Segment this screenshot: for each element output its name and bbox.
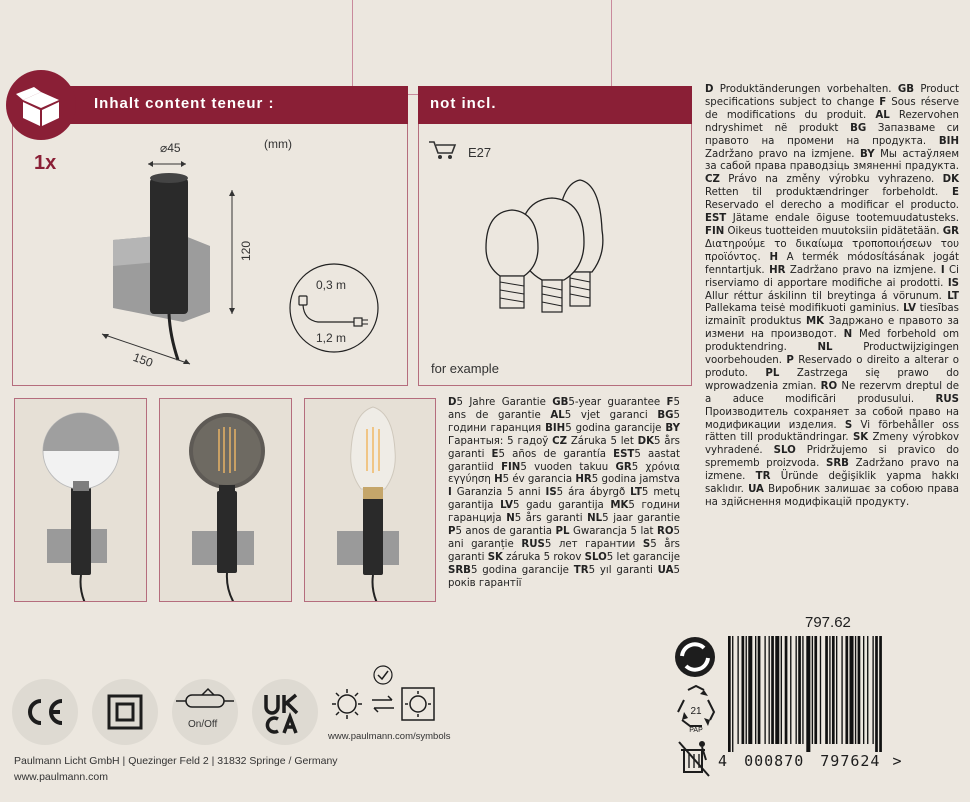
- legal-sentence: Retten til produktændringer forbeholdt.: [705, 187, 953, 199]
- legal-sentence: záruka 5 rokov: [502, 551, 585, 563]
- barcode-bar: [855, 636, 856, 744]
- country-code: I: [448, 487, 452, 499]
- country-code: PL: [555, 526, 570, 538]
- country-code: TR: [573, 564, 589, 576]
- legal-sentence: Zadržano pravo na izmjene.: [785, 264, 941, 276]
- article-number: 797.62: [805, 614, 851, 631]
- country-code: RO: [820, 380, 838, 392]
- legal-sentence: 5 vjet garanci: [564, 409, 658, 421]
- country-code: BG: [657, 409, 674, 421]
- country-code: SK: [852, 432, 869, 444]
- contents-label: Inhalt content teneur :: [94, 95, 275, 112]
- legal-sentence: 5 anos de garantia: [455, 526, 556, 538]
- country-code: EST: [705, 213, 727, 225]
- not-included-header: [418, 86, 692, 124]
- legal-sentence: Allur réttur áskilinn til breytinga á vörunum.: [705, 290, 948, 302]
- legal-sentence: Виробник залишає за собою права на здійснення модифікацій продукту.: [705, 484, 959, 508]
- legal-sentence: Pridržujemo si pravico do sprememb proizvoda.: [705, 445, 959, 470]
- cable-short-label: 0,3 m: [316, 278, 347, 292]
- barcode-bar: [845, 636, 848, 744]
- country-code: N: [843, 329, 853, 341]
- symbols-url: www.paulmann.com/symbols: [328, 731, 451, 742]
- country-code: GB: [552, 397, 569, 408]
- legal-sentence: Zadržano pravo na izmene.: [705, 458, 959, 483]
- legal-sentence: Мы астаўляем за сабой права праводзіць змяненні прадукта.: [705, 148, 959, 173]
- country-code: RUS: [521, 538, 545, 550]
- country-code: AL: [875, 109, 890, 121]
- barcode-bar: [850, 636, 854, 744]
- country-code: IS: [947, 277, 959, 289]
- for-example-caption: for example: [431, 361, 499, 376]
- double-insulation-icon: [92, 679, 158, 745]
- socket-label: E27: [468, 145, 492, 160]
- barcode-bar: [758, 636, 761, 744]
- country-code: SLO: [584, 551, 607, 563]
- legal-sentence: 5 лет гарантии: [544, 538, 643, 550]
- barcode: [728, 636, 960, 752]
- barcode-digits-right: 797624: [820, 752, 881, 770]
- barcode-bar: [806, 636, 810, 752]
- country-code: N: [506, 513, 515, 525]
- light-exchange-symbol: [330, 662, 440, 730]
- bulbs-illustration: [480, 172, 620, 322]
- barcode-bar: [802, 636, 803, 744]
- legal-sentence: 5 ans de garantie: [448, 397, 680, 421]
- country-code: LT: [947, 290, 959, 302]
- country-code: UA: [748, 484, 764, 496]
- country-code: UA: [657, 564, 674, 576]
- country-code: P: [448, 526, 456, 538]
- legal-sentence: A termék módosításának jogát fenntartjuk.: [705, 251, 960, 276]
- barcode-bar: [825, 636, 828, 744]
- country-code: F: [879, 96, 887, 108]
- country-code: RUS: [935, 393, 959, 405]
- country-code: SRB: [826, 458, 849, 470]
- warranty-notice: [448, 397, 680, 591]
- barcode-bar: [790, 636, 791, 744]
- legal-sentence: 5 gadu garantija: [513, 500, 611, 512]
- country-code: RO: [657, 526, 674, 538]
- legal-sentence: Gwarancja 5 lat: [569, 526, 657, 538]
- country-code: DK: [637, 435, 654, 447]
- height-label: 120: [239, 240, 254, 262]
- legal-sentence: 5 godina garancije: [470, 564, 574, 576]
- country-code: FIN: [705, 225, 725, 237]
- legal-sentence: Med forbehold om produktendring.: [705, 329, 959, 354]
- barcode-bar: [872, 636, 873, 744]
- country-code: BIH: [938, 135, 959, 147]
- legal-sentence: 5 χρόνια εγγύηση: [448, 461, 680, 486]
- barcode-bar: [732, 636, 733, 752]
- barcode-bar: [771, 636, 774, 744]
- country-code: LV: [500, 500, 514, 512]
- legal-sentence: 5 jaar garantie: [602, 513, 681, 525]
- legal-sentence: Záruka 5 let: [567, 435, 638, 447]
- barcode-bar: [728, 636, 731, 752]
- country-code: AL: [550, 409, 565, 421]
- barcode-digits-left: 000870: [744, 752, 805, 770]
- barcode-bar: [742, 636, 745, 744]
- recycling-icon: [674, 684, 718, 732]
- switch-label: On/Off: [188, 719, 218, 730]
- legal-sentence: 5 yıl garanti: [588, 564, 658, 576]
- barcode-bar: [796, 636, 797, 744]
- legal-sentence: Garanzia 5 anni: [451, 487, 546, 499]
- legal-sentence: Jätame endale õiguse tootemuudatusteks.: [726, 213, 959, 225]
- legal-sentence: Sous réserve de modifications du produit.: [705, 96, 959, 121]
- country-code: DK: [942, 174, 959, 186]
- barcode-bar: [764, 636, 765, 744]
- barcode-bar: [746, 636, 747, 744]
- legal-sentence: Productwijzigingen voorbehouden.: [705, 342, 959, 367]
- cable-long-label: 1,2 m: [316, 331, 347, 345]
- country-code: P: [786, 355, 794, 367]
- product-photo-edison-bulb: [304, 398, 436, 602]
- legal-sentence: Ne rezervm dreptul de a aduce modificări produsului.: [705, 380, 959, 405]
- legal-sentence: Vi förbehåller oss rätten till produktändringar.: [705, 419, 960, 444]
- country-code: SRB: [448, 564, 471, 576]
- country-code: BY: [665, 422, 680, 434]
- legal-sentence: 5 års garanti: [514, 513, 588, 525]
- legal-sentence: 5 év garancia: [502, 474, 576, 486]
- country-code: D: [705, 84, 714, 95]
- green-dot-icon: [674, 636, 716, 678]
- legal-sentence: 5 vuoden takuu: [520, 461, 616, 473]
- package-icon-circle: [6, 70, 76, 140]
- country-code: BG: [850, 122, 867, 134]
- country-code: E: [491, 448, 499, 460]
- switch-badge: [172, 679, 238, 745]
- ukca-mark-icon: [252, 679, 318, 745]
- country-code: TR: [755, 471, 771, 483]
- country-code: F: [666, 397, 674, 408]
- barcode-bar: [814, 636, 817, 744]
- legal-sentence: 5 години гаранција: [448, 500, 680, 525]
- country-code: S: [844, 419, 853, 431]
- barcode-quiet-zone: >: [892, 752, 903, 770]
- country-code: E: [952, 187, 959, 199]
- country-code: BIH: [545, 422, 566, 434]
- barcode-digits: [718, 752, 948, 770]
- legal-sentence: Гарантыя: 5 гадоў: [448, 435, 553, 447]
- country-code: PL: [765, 367, 780, 379]
- legal-sentence: 5 років гарантії: [448, 564, 680, 589]
- cart-icon: [428, 139, 458, 161]
- barcode-bar: [858, 636, 861, 744]
- country-code: H: [494, 474, 503, 486]
- barcode-bar: [785, 636, 788, 744]
- barcode-bar: [832, 636, 835, 744]
- product-change-notice: [705, 84, 959, 510]
- country-code: HR: [769, 264, 786, 276]
- barcode-bar: [769, 636, 770, 744]
- legal-sentence: Ci riserviamo di apportare modifiche ai prodotti.: [705, 264, 959, 289]
- company-address: Paulmann Licht GmbH | Quezinger Feld 2 | 31832 Springe / Germany: [14, 755, 338, 767]
- country-code: HR: [575, 474, 592, 486]
- country-code: NL: [587, 513, 603, 525]
- country-code: LV: [903, 303, 917, 315]
- legal-sentence: 5 aastat garantiid: [448, 448, 681, 473]
- lamp-drawing: [90, 150, 260, 380]
- barcode-bar: [875, 636, 878, 752]
- unit-label: (mm): [264, 137, 292, 151]
- barcode-bar: [755, 636, 756, 744]
- barcode-bar: [820, 636, 821, 744]
- legal-sentence: 5 години гаранция: [448, 409, 680, 434]
- legal-sentence: Производитель сохраняет за собой право на модификации изделия.: [705, 406, 959, 431]
- not-included-label: not incl.: [430, 95, 497, 112]
- country-code: GB: [897, 84, 914, 95]
- legal-sentence: 5 godina jamstva: [591, 474, 680, 486]
- barcode-bar: [775, 636, 779, 744]
- diameter-label: ⌀45: [160, 141, 181, 155]
- barcode-bar: [748, 636, 752, 744]
- country-code: GR: [615, 461, 632, 473]
- product-photo-mirror-bulb: [14, 398, 147, 602]
- ce-mark-icon: [12, 679, 78, 745]
- legal-sentence: 5 Jahre Garantie: [456, 397, 553, 408]
- barcode-bar: [798, 636, 801, 744]
- legal-sentence: 5 años de garantía: [498, 448, 614, 460]
- barcode-bar: [829, 636, 830, 744]
- barcode-bar: [867, 636, 868, 744]
- legal-sentence: 5 ára ábyrgð: [556, 487, 631, 499]
- country-code: BY: [860, 148, 875, 160]
- legal-sentence: Pallekama teisė modifikuoti gaminius.: [705, 303, 904, 315]
- barcode-bar: [737, 636, 738, 744]
- company-website: www.paulmann.com: [14, 771, 108, 783]
- country-code: MK: [806, 316, 825, 328]
- barcode-bar: [863, 636, 864, 744]
- quantity: 1x: [34, 152, 57, 174]
- legal-sentence: Задржано е правото за измени на производот.: [705, 316, 959, 341]
- country-code: LT: [630, 487, 642, 499]
- legal-sentence: Právo na změny výrobku vyhrazeno.: [719, 174, 943, 186]
- country-code: SK: [487, 551, 503, 563]
- package-icon: [6, 70, 76, 140]
- legal-sentence: 5 års garanti: [448, 435, 680, 460]
- country-code: SLO: [773, 445, 796, 457]
- country-code: CZ: [552, 435, 568, 447]
- product-photo-globe-bulb: [159, 398, 292, 602]
- barcode-bar: [836, 636, 837, 744]
- ce-mark-badge: [12, 679, 78, 745]
- legal-sentence: Oikeus tuotteiden muutoksiin pidätetään.: [724, 225, 943, 237]
- legal-sentence: Reservado o direito a alterar o produto.: [705, 355, 959, 379]
- legal-sentence: Zastrzega się prawo do wprowadzenia zmian.: [705, 367, 959, 392]
- barcode-bar: [812, 636, 813, 744]
- barcode-bar: [781, 636, 782, 744]
- legal-sentence: 5 års garanti: [448, 538, 680, 563]
- ukca-badge: [252, 679, 318, 745]
- legal-sentence: 5 metų garantija: [448, 487, 680, 512]
- country-code: NL: [817, 342, 833, 354]
- legal-sentence: Reservado el derecho a modificar el producto.: [705, 200, 959, 212]
- legal-sentence: tiesības izmainīt produktus: [705, 303, 959, 328]
- country-code: EST: [613, 448, 635, 460]
- protection-class-badge: [92, 679, 158, 745]
- country-code: S: [642, 538, 651, 550]
- recycle-number: 21: [690, 706, 702, 717]
- inline-switch-icon: [172, 679, 238, 745]
- barcode-digit-first: 4: [718, 752, 729, 770]
- legal-sentence: 5 ani garanție: [448, 526, 680, 550]
- recycle-code: PAP: [689, 727, 703, 732]
- legal-sentence: Запазваме си правото на промени на продукта.: [705, 122, 960, 147]
- country-code: D: [448, 397, 457, 408]
- country-code: GR: [942, 225, 959, 237]
- country-code: IS: [545, 487, 557, 499]
- country-code: I: [940, 264, 945, 276]
- country-code: CZ: [705, 174, 720, 186]
- waste-bin-icon: [676, 738, 712, 778]
- country-code: FIN: [501, 461, 521, 473]
- legal-sentence: Rezervohen ndryshimet në produkt: [705, 109, 959, 134]
- legal-sentence: Üründe değişiklik yapma hakkı saklıdır.: [705, 471, 959, 496]
- legal-sentence: Zadržano pravo na izmjene.: [705, 148, 861, 160]
- legal-sentence: Zmeny výrobkov vyhradené.: [705, 432, 959, 457]
- country-code: MK: [610, 500, 629, 512]
- country-code: H: [769, 251, 778, 263]
- legal-sentence: 5 let garancije: [606, 551, 680, 563]
- legal-sentence: Διατηρούμε το δικαίωμα τροποποιήσεων του προϊόντος.: [705, 238, 959, 263]
- legal-sentence: 5-year guarantee: [568, 397, 667, 408]
- barcode-bar: [879, 636, 882, 752]
- legal-sentence: Produktänderungen vorbehalten.: [713, 84, 898, 95]
- barcode-bar: [841, 636, 842, 744]
- depth-label: 150: [131, 349, 155, 371]
- legal-sentence: 5 godina garancije: [565, 422, 666, 434]
- legal-sentence: Product specifications subject to change: [705, 84, 959, 108]
